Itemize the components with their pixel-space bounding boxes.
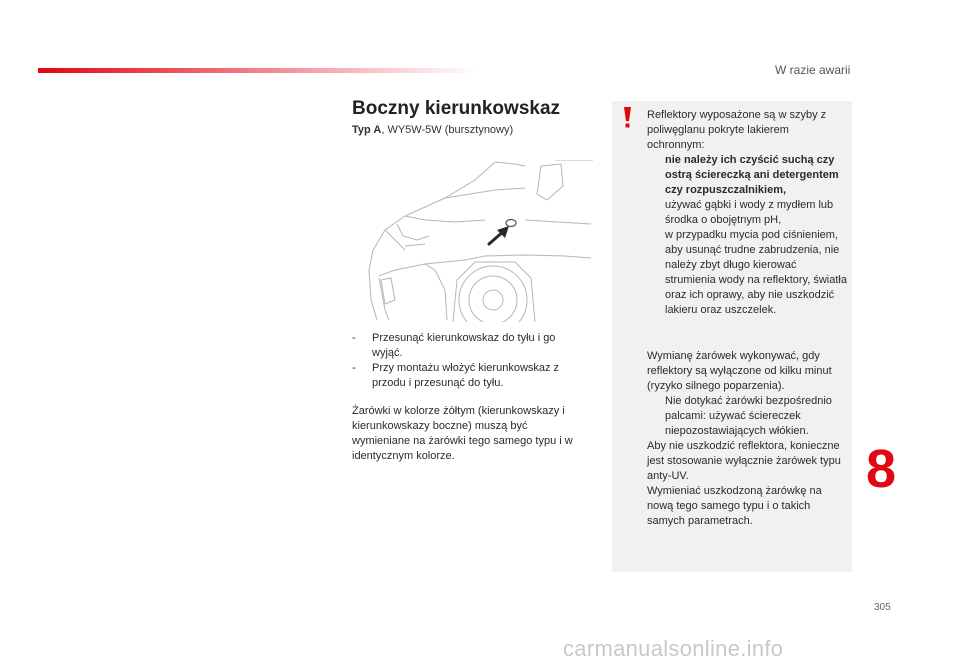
side-indicator-illustration [365, 160, 593, 322]
info-bullet [647, 394, 847, 439]
warning-panel-cleaning [647, 108, 847, 318]
info-paragraph: Wymieniać uszkodzoną żarówkę na nową tego samego typu i o takich samych parametrach. [647, 485, 822, 527]
bullet-text: używać gąbki i wody z mydłem lub środka o obojętnym pH, [665, 199, 834, 226]
warning-bullet [647, 228, 847, 318]
removal-steps [352, 331, 582, 391]
bullet-text: nie należy ich czyścić suchą czy ostrą ściereczką ani detergentem czy rozpuszczalnikiem, [665, 154, 839, 196]
exclamation-warning-icon [620, 107, 634, 129]
bulb-color-note: Żarówki w kolorze żółtym (kierunkowskazy i kierunkowskazy boczne) muszą być wymieniane na żarówki tego samego typu i w identycznym kolorze. [352, 405, 573, 462]
bulb-type-spec: , WY5W-5W (bursztynowy) [381, 124, 514, 136]
page-heading: Boczny kierunkowskaz [352, 98, 561, 119]
bullet-text: Nie dotykać żarówki bezpośrednio palcami: używać ściereczek niepozostawiających włókien. [665, 395, 832, 437]
step-item [352, 361, 582, 391]
bullet-text: w przypadku mycia pod ciśnieniem, aby usunąć trudne zabrudzenia, nie należy zbyt długo kierować strumienia wody na reflektory, światła oraz ich oprawy, aby nie uszkodzić lakieru oraz uszczelek. [665, 229, 847, 316]
step-dash: - [352, 362, 356, 374]
warning-bullet [647, 153, 847, 198]
step-text: Przy montażu włożyć kierunkowskaz z przodu i przesunąć do tyłu. [372, 362, 560, 389]
step-item [352, 331, 582, 361]
watermark: carmanualsonline.info [563, 636, 784, 661]
warning-intro: Reflektory wyposażone są w szyby z poliwęglanu pokryte lakierem ochronnym: [647, 109, 827, 151]
step-text: Przesunąć kierunkowskaz do tyłu i go wyjąć. [372, 332, 556, 359]
step-dash: - [352, 332, 356, 344]
page-number: 305 [874, 602, 891, 613]
bulb-type-line [352, 124, 513, 136]
section-title: W razie awarii [775, 63, 851, 77]
warning-panel-bulb-info [647, 349, 847, 529]
warning-bullet [647, 198, 847, 228]
info-paragraph: Wymianę żarówek wykonywać, gdy reflektory są wyłączone od kilku minut (ryzyko silnego poparzenia). [647, 350, 832, 392]
header-accent-bar [38, 68, 478, 73]
info-paragraph: Aby nie uszkodzić reflektora, konieczne jest stosowanie wyłącznie żarówek typu anty-UV. [647, 440, 841, 482]
chapter-number: 8 [866, 439, 897, 499]
bulb-type-label: Typ A [352, 124, 382, 136]
